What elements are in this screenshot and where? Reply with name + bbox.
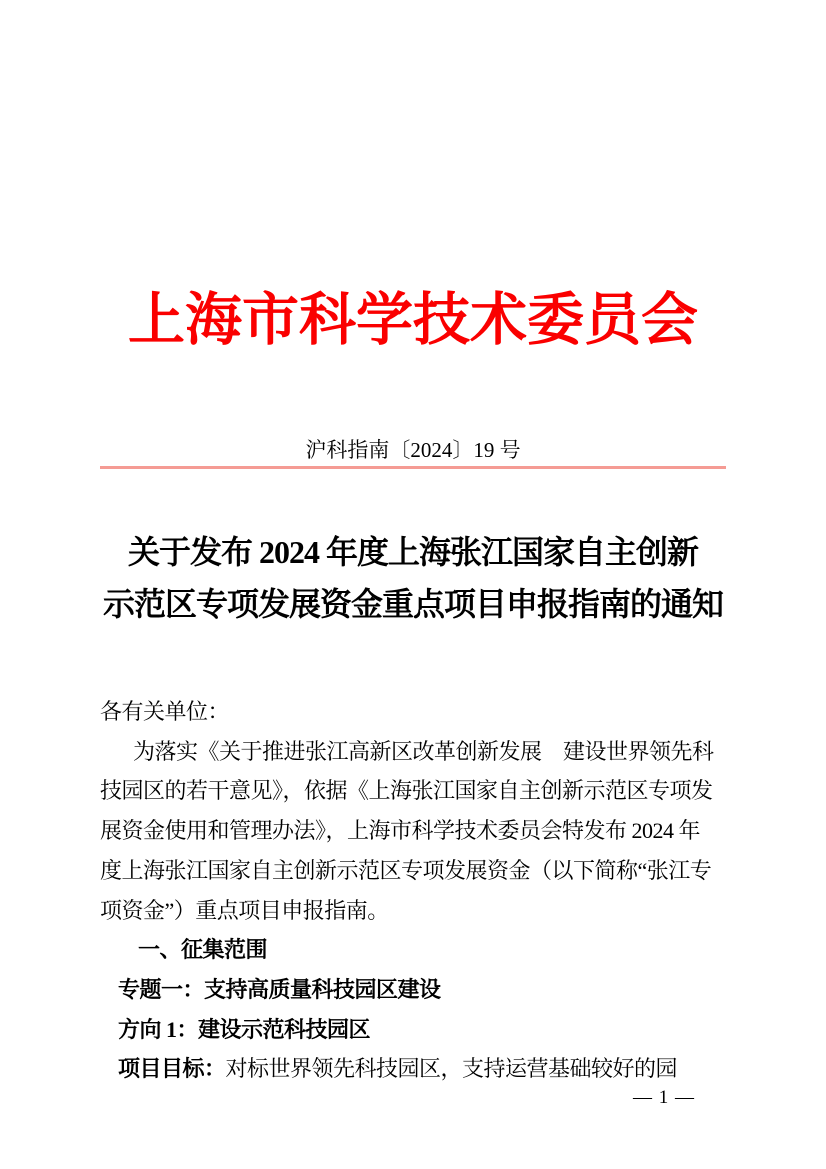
- notice-title-line2: 示范区专项发展资金重点项目申报指南的通知: [102, 586, 723, 622]
- doc-number: 沪科指南〔2024〕19 号: [305, 438, 521, 462]
- direction-heading: 方向 1：建设示范科技园区: [118, 1016, 371, 1042]
- goal-label: 项目目标：: [118, 1056, 226, 1082]
- red-divider-line: [100, 466, 726, 469]
- paragraph-line: 为落实《关于推进张江高新区改革创新发展 建设世界领先科: [133, 738, 714, 764]
- notice-title: [0, 526, 826, 630]
- topic-heading: 专题一：支持高质量科技园区建设: [118, 976, 441, 1002]
- paragraph-line: 展资金使用和管理办法》，上海市科学技术委员会特发布 2024 年: [100, 818, 701, 844]
- paragraph-line: 度上海张江国家自主创新示范区专项发展资金（以下简称“张江专: [100, 857, 712, 883]
- salutation: 各有关单位：: [100, 699, 230, 724]
- notice-title-line1: 关于发布 2024 年度上海张江国家自主创新: [127, 534, 698, 570]
- goal-line: [100, 1049, 746, 1089]
- paragraph-line: 项资金”）重点项目申报指南。: [100, 897, 389, 923]
- agency-title: 上海市科学技术委员会: [128, 289, 698, 352]
- section-heading: 一、征集范围: [138, 937, 268, 963]
- page-number: — 1 —: [633, 1087, 695, 1108]
- paragraph-line: 技园区的若干意见》，依据《上海张江国家自主创新示范区专项发: [100, 778, 713, 804]
- body-text: [100, 692, 746, 1089]
- goal-text: 对标世界领先科技园区，支持运营基础较好的园: [225, 1056, 678, 1082]
